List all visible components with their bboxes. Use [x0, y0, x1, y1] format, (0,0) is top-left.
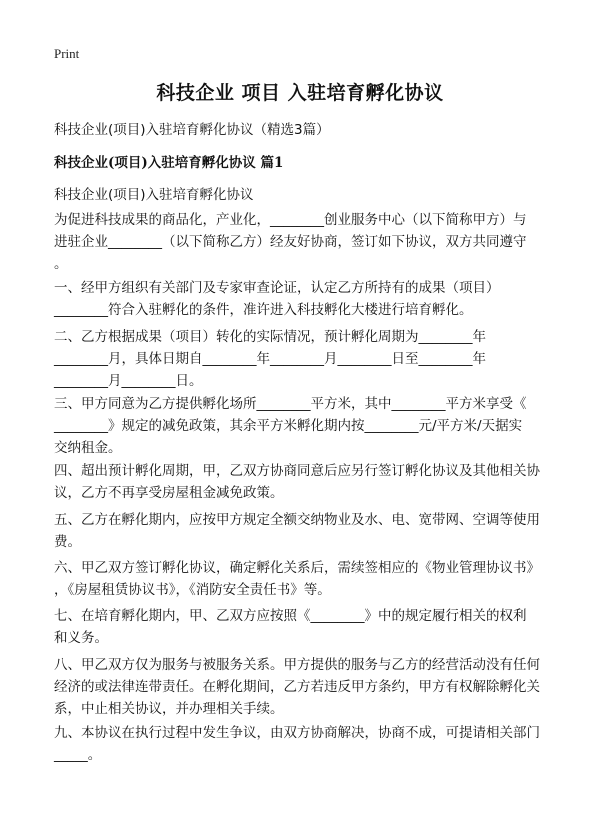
paragraph-line: 经济的或法律连带责任。在孵化期间，乙方若违反甲方条约，甲方有权解除孵化关 [54, 679, 540, 695]
paragraph-line: 议，乙方不再享受房屋租金减免政策。 [54, 485, 284, 501]
paragraph-line: ，《房屋租赁协议书》，《消防安全责任书》等。 [54, 582, 331, 598]
paragraph-line: ________月，具体日期自________年________月________日至________年 [54, 351, 486, 367]
print-link[interactable]: Print [54, 46, 80, 61]
paragraph-line: 九、本协议在执行过程中发生争议，由双方协商解决，协商不成，可提请相关部门 [54, 725, 540, 741]
paragraph-line: 交纳租金。 [54, 440, 122, 456]
paragraph-clause-5 [54, 509, 554, 553]
paragraph-clause-9 [54, 722, 554, 766]
paragraph-line: ________符合入驻孵化的条件，准许进入科技孵化大楼进行培育孵化。 [54, 302, 473, 318]
paragraph-clause-6 [54, 557, 554, 601]
section-heading: 科技企业(项目)入驻培育孵化协议 篇1 [54, 155, 284, 171]
paragraph-intro [54, 209, 554, 275]
paragraph-clause-8 [54, 654, 554, 720]
paragraph-line: 为促进科技成果的商品化，产业化，________创业服务中心（以下简称甲方）与 [54, 212, 527, 228]
paragraph-line: ________月________日。 [54, 373, 203, 389]
paragraph-line: 四、超出预计孵化周期，甲，乙双方协商同意后应另行签订孵化协议及其他相关协 [54, 463, 540, 479]
paragraph-line: 。 [54, 256, 68, 272]
paragraph-clause-2 [54, 326, 554, 392]
paragraph-line: 五、乙方在孵化期内，应按甲方规定全额交纳物业及水、电、宽带网、空调等使用 [54, 512, 540, 528]
paragraph-clause-1 [54, 277, 554, 321]
paragraph-clause-4 [54, 460, 554, 504]
paragraph-line: 八、甲乙双方仅为服务与被服务关系。甲方提供的服务与乙方的经营活动没有任何 [54, 657, 540, 673]
paragraph-clause-7 [54, 605, 554, 649]
paragraph-line: 系，中止相关协议，并办理相关手续。 [54, 701, 284, 717]
page-title: 科技企业 项目 入驻培育孵化协议 [156, 82, 444, 104]
paragraph-line: 二、乙方根据成果（项目）转化的实际情况，预计孵化周期为________年 [54, 329, 486, 345]
paragraph-line: ________》规定的减免政策，其余平方米孵化期内按________元/平方米/天据实 [54, 418, 523, 434]
paragraph-line: 进驻企业________（以下简称乙方）经友好协商，签订如下协议，双方共同遵守 [54, 234, 527, 250]
paragraph-clause-3 [54, 393, 554, 459]
paragraph-line: _____。 [54, 747, 102, 763]
section-repeat-title: 科技企业(项目)入驻培育孵化协议 [54, 187, 254, 203]
document-subtitle: 科技企业(项目)入驻培育孵化协议（精选3篇） [54, 122, 330, 138]
paragraph-line: 费。 [54, 534, 81, 550]
paragraph-line: 一、经甲方组织有关部门及专家审查论证，认定乙方所持有的成果（项目） [54, 280, 500, 296]
paragraph-line: 三、甲方同意为乙方提供孵化场所________平方米，其中________平方米享受《 [54, 396, 527, 412]
paragraph-line: 七、在培育孵化期内，甲、乙双方应按照《________》中的规定履行相关的权利 [54, 608, 527, 624]
paragraph-line: 和义务。 [54, 630, 108, 646]
paragraph-line: 六、甲乙双方签订孵化协议，确定孵化关系后，需续签相应的《物业管理协议书》 [54, 560, 540, 576]
